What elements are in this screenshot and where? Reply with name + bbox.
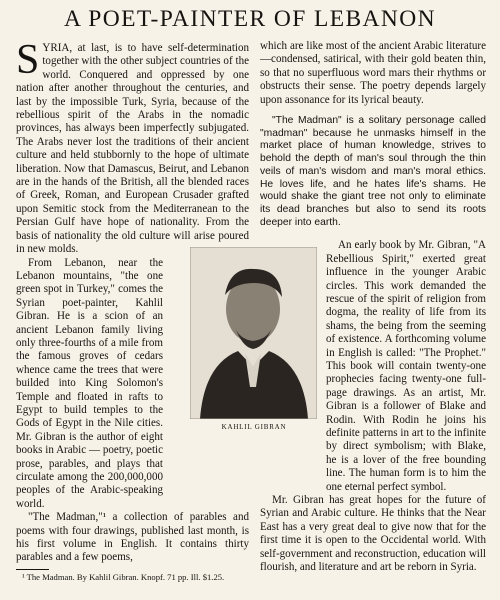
intro-text: YRIA, at last, is to have self-determination together with the other subject countries of the world. Conquered and oppressed by one nation after another throughout the centuries, and last by the impossible Turk, Syria, because of the rebellious spirit of the Arabs in the nomadic provinces, has always been imperfectly subjugated. The Arabs never lost the traditions of their ancient culture and held stubbornly to the hope of ultimate liberation. Now that Damascus, Beirut, and Lebanon are in the hands of the British, all the blended races of Greek, Roman, and European Crusader grafted upon Semitic stock from the Mediterranean to the Persian Gulf have hope of nationality. From the basis of nationality the old culture will arise poured in new molds.: [16, 42, 249, 256]
portrait-image: [190, 247, 317, 419]
paragraph-rebellious-spirit: An early book by Mr. Gibran, "A Rebellious Spirit," exerted great influence in the younger Arabic circles. This work demanded the rescue of the spirit of religion from dogma, the reality of life from its shams, the being from the seeming of existence. A forthcoming volume in English is called: "The Prophet." This book will contain twenty-one prophecies facing twenty-one full-page drawings. As an artist, Mr. Gibran is a follower of Blake and Rodin. With Rodin he joins his definite patterns in art to the infinite by direct symbolism; with Blake, he is a lover of the free bounding line. The human form is to him the one eternal perfect symbol.: [326, 239, 486, 493]
madman-quote: "The Madman" is a solitary personage called "madman" because he unmasks himself in the market place of human knowledge, strives to behold the depth of man's soul through the thin veils of man's wisdom and man's moral ethics. He loves life, and he hates life's shams. He would shake the giant tree not only to eliminate its dead branches but also to send its roots deeper into earth.: [260, 115, 486, 228]
footnote: [16, 572, 250, 582]
paragraph-hopes: Mr. Gibran has great hopes for the future of Syrian and Arabic culture. He thinks that the Near East has a very great deal to give now that for the first time it is open to the Occidental world. With self-government and reconstruction, education will flourish, and literature and art be reborn in Syria.: [260, 494, 486, 574]
portrait-photo: [190, 247, 317, 419]
portrait-figure: [186, 245, 322, 460]
drop-cap: S: [16, 37, 40, 83]
portrait-caption: KAHLIL GIBRAN: [221, 423, 287, 431]
footnote-text: ¹ The Madman. By Kahlil Gibran. Knopf. 71 pp. Ill. $1.25.: [22, 572, 225, 582]
paragraph-lebanon: From Lebanon, near the Lebanon mountains, "the one green spot in Turkey," comes the Syrian poet-painter, Kahlil Gibran. He is a scion of an ancient Lebanon family living only three-fourths of a mile from the famous groves of cedars whence came the trees that were builded into King Solomon's Temple and floated in rafts to Egypt to build temples to the Gods of Egypt in the Nile cities. Mr. Gibran is the author of eight books in Arabic — poetry, poetic prose, parables, and plays that circulate among the 200,000,000 peoples of the Arabic-speaking world.: [16, 256, 163, 510]
paragraph-intro: [16, 37, 249, 257]
paragraph-arabic-literature: which are like most of the ancient Arabic literature—condensed, satirical, with their gold beaten thin, so that no superfluous word mars their rhythms or obstructs their sense. The poetry depends largely upon assonance for its lyrical beauty.: [260, 40, 486, 106]
paragraph-madman: "The Madman,"¹ a collection of parables and poems with four drawings, published last month, is his first volume in English. It contains thirty parables and a few poems,: [16, 511, 249, 564]
footnote-rule: [16, 569, 49, 570]
article-title: A POET-PAINTER OF LEBANON: [63, 6, 437, 32]
